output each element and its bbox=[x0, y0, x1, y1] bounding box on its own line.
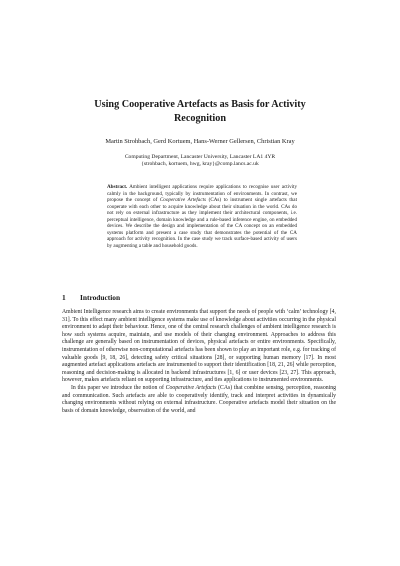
paragraph-2-italic-term: Cooperative Artefacts bbox=[165, 384, 217, 391]
paper-title bbox=[60, 98, 340, 126]
affiliation bbox=[60, 154, 340, 168]
author-list: Martin Strohbach, Gerd Kortuem, Hans-Werner Gellersen, Christian Kray bbox=[105, 138, 295, 145]
affiliation-address: Computing Department, Lancaster University, Lancaster LA1 4YR bbox=[124, 154, 276, 160]
abstract-label: Abstract. bbox=[107, 184, 128, 190]
abstract-text-2: (CAs) to instrument single artefacts that cooperate with each other to acquire knowledge about their situation in the world. CAs do not rely on external infrastructure as they implement their architectural components, i.e. perceptual intelligence, domain knowledge and a rule-based inference engine, on embedded devices. We describe the design and implementation of the CA concept on an embedded systems platform and present a case study that demonstrates the potential of the CA approach for activity recognition. In the case study we track surface-based activity of users by augmenting a table and household goods. bbox=[107, 197, 297, 249]
title-line-1: Using Cooperative Artefacts as Basis for Activity bbox=[94, 99, 306, 110]
paragraph-2 bbox=[62, 385, 336, 415]
abstract bbox=[107, 184, 297, 249]
paragraph-2-text-1: In this paper we introduce the notion of bbox=[71, 384, 166, 391]
title-line-2: Recognition bbox=[173, 113, 227, 124]
section-heading bbox=[62, 293, 120, 302]
abstract-italic-term: Cooperative Artefacts bbox=[159, 197, 207, 204]
paragraph-2-text-2: (CAs) that combine sensing, perception, reasoning and communication. Such artefacts are able to cooperatively identify, track and interpret activities in dynamically changing environments without relying on external infrastructure. Cooperative artefacts model their situation on the basis of domain knowledge, observation of the world, and bbox=[62, 384, 336, 414]
paragraph-1: Ambient Intelligence research aims to create environments that support the needs of people with ‘calm’ technology [4, 31]. To this effect many ambient intelligence systems make use of knowledge about activities occurring in the physical environment to adapt their behaviour. Hence, one of the central research challenges of ambient intelligence research is how such systems acquire, maintain, and use models of their changing environment. Approaches to address this challenge are generally based on instrumentation of devices, physical artefacts or entire environments. Specifically, instrumentation of otherwise non-computational artefacts has been shown to play an important role, e.g. for tracking of valuable goods [9, 18, 26], detecting safety critical situations [28], or supporting human memory [17]. In most augmented artefact applications artefacts are instrumented to support their identification [18, 21, 26] while perception, reasoning and decision-making is allocated in backend infrastructures [1, 6] or user devices [23, 27]. This approach, however, makes artefacts reliant on supporting infrastructure, and ties applications to instrumented environments. bbox=[62, 309, 336, 384]
body-text bbox=[62, 309, 336, 415]
abstract-text-1: Ambient intelligent applications require applications to recognise user activity calmly in the background, typically by instrumentation of environments. In contrast, we propose the concept of bbox=[107, 184, 297, 204]
affiliation-emails: {strohbach, kortuem, hwg, kray}@comp.lancs.ac.uk bbox=[141, 160, 259, 167]
section-number: 1 bbox=[62, 293, 66, 302]
section-title: Introduction bbox=[80, 293, 121, 302]
